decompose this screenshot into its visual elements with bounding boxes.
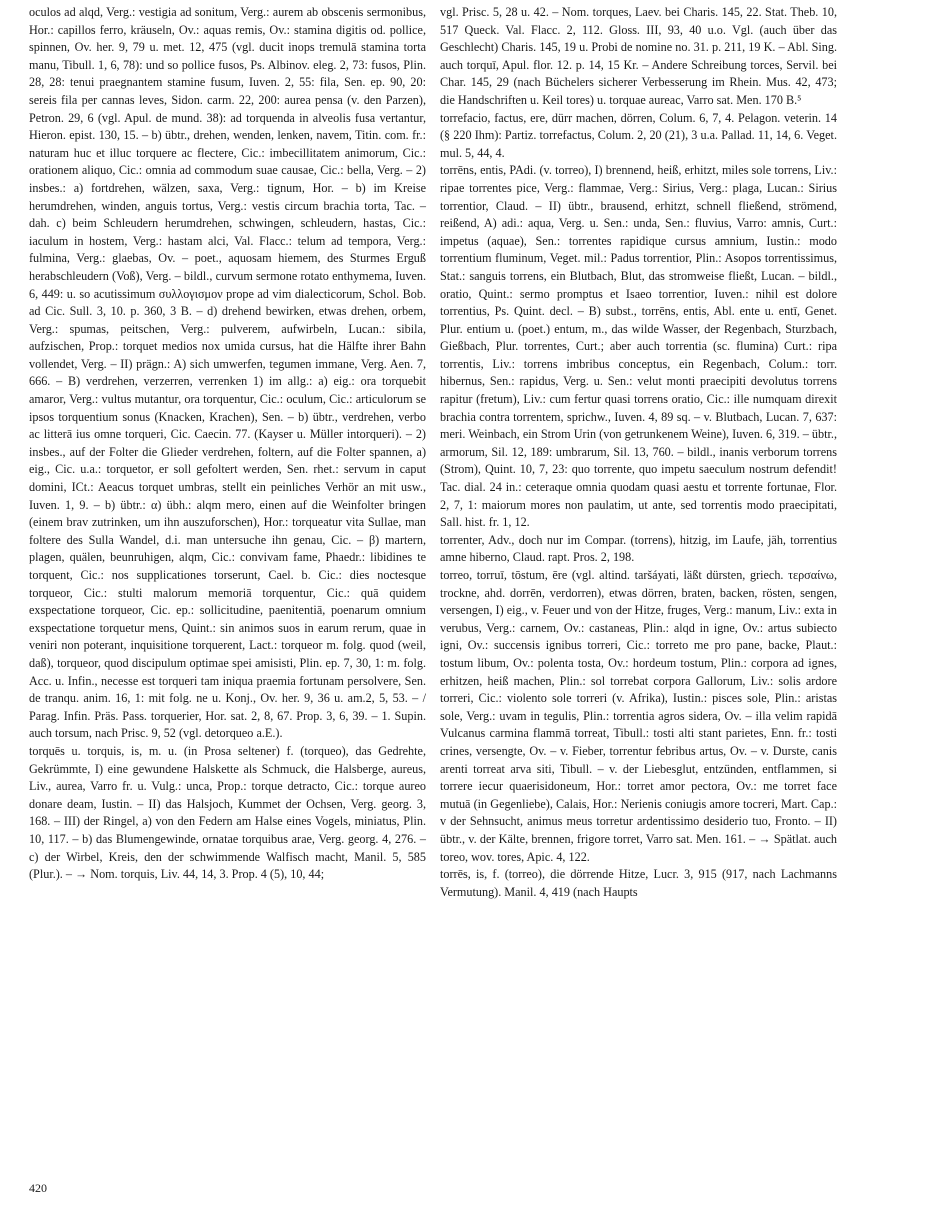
entry-paragraph: torrēns, entis, PAdi. (v. torreo), I) brennend, heiß, erhitzt, miles sole torrens, Liv.: ripae torrentes pice, Verg.: flammae, Verg.: Sirius, Verg.: plaga, Lucan.: Sirius torrentior, Claud. – II) übtr., brausend, erhitzt, schnell fließend, strömend, reißend, A) adi.: aqua, Verg. u. Sen.: unda, Sen.: fluvius, Varro: amnis, Curt.: impetus (aquae), Sen.: torrentes rapidique cursus amnium, Iustin.: modo torrentium fluminum, Veget. mil.: Padus torrentior, Plin.: Asopos torrentissimus, Stat.: sanguis torrens, ein Blutbach, Blut, das stromweise fließt, Lucan. – bildl., oratio, Quint.: sermo promptus et Isaeo torrentior, Iuven.: nihil est dolore torrentius, Ps. Quint. decl. – B) subst., torrēns, entis, Abl. ente u. entī, Genet. Plur. entium u. (poet.) entum, m., das wilde Wasser, der Regenbach, Sturzbach, Gießbach, Plur. torrentes, Curt.; aber auch torrentia (sc. flumina) Curt.: ripa torrentis, Liv.: torrens imbribus conceptus, ein Regenbach, Colum.: torr. hibernus, Sen.: rapidus, Verg. u. Sen.: velut monti praecipiti devolutus torrens rapitur (fretum), Liv.: cum fertur quasi torrens oratio, Cic.: ille numquam direxit brachia contra torrentem, sprichw., Iuven. 4, 89 sq. – v. Blutbach, Lucan. 7, 637: meri. Weinbach, ein Strom Urin (von getrunkenem Weine), Iuven. 6, 319. – übtr., armorum, Sil. 12, 189: umbrarum, Sil. 13, 760. – bildl., inanis verborum torrens (Strom), Quint. 10, 7, 23: quo torrente, quo impetu saeculum nostrum defendit! Tac. dial. 24 in.: ceteraque omnia quodam quasi aestu et torrente fortunae, Flor. 2, 7, 1: maiorum mores non paulatim, ut ante, sed torrentis modo praecipitati, Sall. hist. fr. 1, 12.: [440, 163, 837, 530]
entry-paragraph: torreo, torruī, tōstum, ēre (vgl. altind. taršáyati, läßt dürsten, griech. τερσαίνω, trockne, ahd. dorrēn, verdorren), etwas dörren, braten, backen, rösten, sengen, versengen, I) eig., v. Feuer und von der Hitze, fruges, Verg.: manum, Liv.: exta in verubus, Verg.: carnem, Ov.: castaneas, Plin.: alqd in igne, Ov.: artus subiecto igni, Ov.: succensis ignibus torreri, Cic.: torreto me pro pane, backe, Plaut.: tostum libum, Ov.: polenta tosta, Ov.: hordeum tostum, Plin.: corpora ad ignes, erhitzen, heiß machen, Plin.: sol torrebat corpora Gallorum, Liv.: solis ardore torreri, Cic.: violento sole torreri (v. Afrika), Iustin.: pisces sole, Plin.: aristas sole, Verg.: uvam in tegulis, Plin.: torrentia agros sidera, Ov. – illa velim rapidā Vulcanus carmina flammā torreat, Tibull.: tosti alti stant parietes, Enn. fr.: tosti crines, versengte, Ov. – v. Fieber, torrentur febribus artus, Ov. – v. Durste, canis arenti torreat arva siti, Tibull. – v. der Liebesglut, entzünden, entflammen, si torrere iecur quaerisidoneum, Hor.: torret amor pectora, Ov.: me torret face mutuā (in Gegenliebe), Calais, Hor.: Nerienis coniugis amore tocreri, Mart. Cap.: v der Sehnsucht, animus meus torretur ardentissimo desiderio tuo, Fronto. – II) übtr., v. der Kälte, brennen, frigore torret, Varro sat. Men. 161. – → Spätlat. auch toreo, wov. tores, Apic. 4, 122.: [440, 568, 837, 864]
entry-paragraph: vgl. Prisc. 5, 28 u. 42. – Nom. torques, Laev. bei Charis. 145, 22. Stat. Theb. 10, 517 Queck. Val. Flacc. 2, 112. Gloss. III, 93, 40 u.o. Vgl. (auch über das Geschlecht) Charis. 145, 19 u. Probi de nomine no. 31. p. 211, 19 K. – Abl. Sing. auch torquī, Apul. flor. 12. p. 14, 15 Kr. – Andere Schreibung torces, Servil. bei Char. 145, 29 (nach Büchelers sicherer Verbesserung im Rhein. Mus. 42, 473; die Handschriften u. Keil tores) u. torquae aureac, Varro sat. Men. 170 B.⁵: [440, 5, 837, 107]
right-column: [440, 4, 837, 901]
page-number: 420: [29, 1181, 47, 1195]
left-column: [29, 4, 426, 884]
entry-paragraph: torrēs, is, f. (torreo), die dörrende Hitze, Lucr. 3, 915 (917, nach Lachmanns Vermutung). Manil. 4, 419 (nach Haupts: [440, 867, 837, 899]
entry-paragraph: torrenter, Adv., doch nur im Compar. (torrens), hitzig, im Laufe, jäh, torrentius amne hiberno, Claud. rapt. Pros. 2, 198.: [440, 532, 837, 565]
entry-paragraph: torrefacio, factus, ere, dürr machen, dörren, Colum. 6, 7, 4. Pelagon. veterin. 14 (§ 220 Ihm): Partiz. torrefactus, Colum. 2, 20 (21), 3 u.a. Pallad. 11, 14, 6. Veget. mul. 5, 44, 4.: [440, 110, 837, 160]
entry-paragraph: oculos ad alqd, Verg.: vestigia ad sonitum, Verg.: aurem ab obscenis sermonibus, Hor.: capillos ferro, kräuseln, Ov.: aquas remis, Ov.: stamina digitis od. pollice, spinnen, Ov. her. 9, 79 u. met. 12, 475 (vgl. ducit inops tremulā stamina torta manu, Tibull. 1, 6, 78): und so pollice fusos, Ps. Albinov. eleg. 2, 73: fusos, Plin. 28, 28: tenui praegnantem stamine fusum, Iuven. 2, 55: fila, Sen. ep. 90, 20: sereis fila per cannas leves, Sidon. carm. 22, 200: aurea pensa (v. den Parzen), Petron. 29, 6 (vgl. Apul. de mund. 38): ad torquenda in alveolis fusa vertantur, Hieron. epist. 130, 15. – b) übtr., drehen, wenden, lenken, navem, Titin. com. fr.: naturam huc et illuc torquere ac flectere, Cic.: imbecillitatem animorum, Cic.: orationem aliquo, Cic.: omnia ad commodum suae causae, Cic.: bella, Verg. – 2) insbes.: a) fortdrehen, wälzen, saxa, Verg.: tignum, Hor. – b) im Kreise herumdrehen, winden, anguis tortus, Verg.: vestis circum brachia torta, Tac. – dah. c) beim Schleudern herumdrehen, schwingen, schleudern, hastas, Cic.: iaculum in hostem, Verg.: hastam alci, Val. Flacc.: telum ad tempora, Verg.: fulmina, Verg.: glaebas, Ov. – poet., aquosam hiemem, des Sturmes Erguß herabschleudern (Voß), Verg. – bildl., curvum sermone rotato enthymema, Iuven. 6, 449: u. so acutissimum συλλογισμον prope ad vim dialecticorum, Schol. Bob. ad Cic. Sull. 3, 10. p. 360, 3 B. – d) drehend bewirken, etwas drehen, orbem, Verg.: spumas, peitschen, Verg.: pulverem, aufwirbeln, Lucan.: sibila, aufzischen, Prop.: torquet medios nox umida cursus, hat die Hälfte ihrer Bahn vollendet, Verg. – II) prägn.: A) sich umwerfen, tegumen immane, Verg. Aen. 7, 666. – B) verdrehen, verzerren, verrenken 1) im allg.: a) eig.: ora torquebit amaror, Verg.: vultus mutantur, ora torquentur, Cic.: oculum, Cic.: articulorum se ipsos torquentium sonus (Knacken, Krachen), Sen. – b) übtr., verdrehen, verbo ac litterā ius omne torqueri, Cic. Caecin. 77. (Kayser u. Müller intorqueri). – 2) insbes., auf der Folter die Glieder verdrehen, foltern, auf die Folter spannen, a) eig., Cic. u.a.: torquetor, er soll gefoltert werden, Sen. rhet.: servum in caput domini, ICt.: Aeacus torquet umbras, stellt ein peinliches Verhör an mit usw., Iuven. 1, 9. – b) übtr.: α) übh.: alqm mero, einen auf die Weinfolter bringen (einem brav zutrinken, um ihn auszuforschen), Hor.: torqueatur vita Sullae, man foltere des Sulla Wandel, d.i. man untersuche ihn genau, Cic. – β) martern, plagen, quälen, beunruhigen, alqm, Cic.: convivam fame, Phaedr.: libidines te torquent, Cic.: nos supplicationes torserunt, Cael. b. Cic.: dies noctesque torqueor, Cic.: stulti malorum memoriā torquentur, Cic.: quā quidem exspectatione torqueor, Cic. ep.: sollicitudine, paenitentiā, poenarum omnium exspectatione torquetur mens, Quint.: sin animos suos in earum rerum, quae in veniri non poterant, inquisitione torquerent, Lact.: torqueor m. folg. quod (weil, daß), torqueor, quod discipulum optimae spei amisisti, Plin. ep. 7, 30, 1: m. folg. Acc. u. Infin., necesse est torqueri tam iniqua praemia fortunam persolvere, Sen. de tranqu. anim. 16, 1: mit folg. ne u. Konj., Ov. her. 9, 36 u. am.2, 5, 53. – / Parag. Infin. Präs. Pass. torquerier, Hor. sat. 2, 8, 67. Prop. 3, 6, 39. – 1. Supin. auch torsum, nach Prisc. 9, 52 (vgl. detorqueo a.E.).: [29, 5, 426, 741]
entry-paragraph: torquēs u. torquis, is, m. u. (in Prosa seltener) f. (torqueo), das Gedrehte, Gekrümmte, I) eine gewundene Halskette als Schmuck, die Halsberge, aureus, Liv., aurea, Varro fr. u. Vulg.: unca, Prop.: torque detracto, Cic.: torque aureo donare deam, Iustin. – II) das Halsjoch, Kummet der Ochsen, Verg. georg. 3, 168. – III) der Ringel, a) von den Federn am Halse eines Vogels, miniatus, Plin. 10, 117. – b) das Blumengewinde, ornatae torquibus arae, Verg. georg. 4, 276. – c) der Wirbel, Kreis, den der schwimmende Walfisch macht, Manil. 5, 585 (Plur.). – → Nom. torquis, Liv. 44, 14, 3. Prop. 4 (5), 10, 44;: [29, 743, 426, 882]
